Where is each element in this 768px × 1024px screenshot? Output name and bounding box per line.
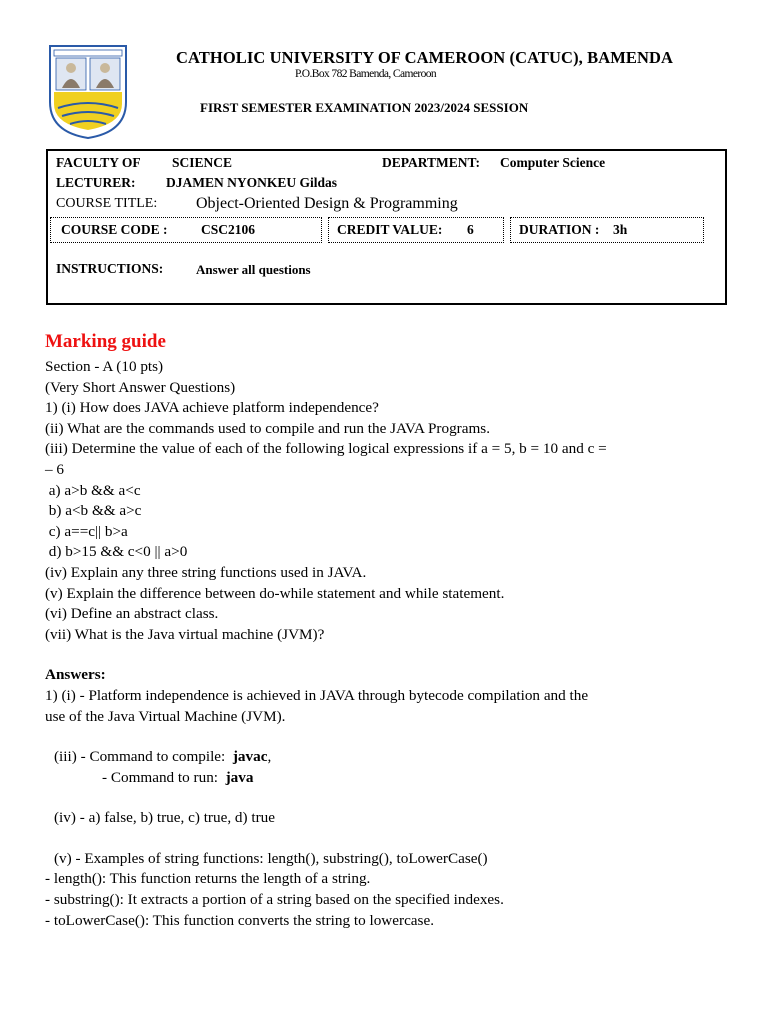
course-title-label: COURSE TITLE: xyxy=(56,196,158,211)
answer-v-prefix: (v) - xyxy=(54,849,85,867)
credit-value-box xyxy=(328,217,504,243)
question-1-ii: (ii) What are the commands used to compile and run the JAVA Programs. xyxy=(45,419,490,437)
lecturer-value: DJAMEN NYONKEU Gildas xyxy=(166,175,338,190)
answer-v-substring: - substring(): It extracts a portion of a string based on the specified indexes. xyxy=(45,891,504,909)
answer-iii-run-text: Command to run: xyxy=(110,768,226,786)
compile-command: javac xyxy=(232,748,268,766)
credit-value: 6 xyxy=(467,222,474,237)
answers-heading: Answers: xyxy=(45,666,106,684)
course-code-label: COURSE CODE : xyxy=(61,222,168,237)
answer-v-tolowercase: - toLowerCase(): This function converts the string to lowercase. xyxy=(45,911,435,929)
answer-iii-run xyxy=(45,768,735,789)
answer-1-i-text: Platform independence is achieved in JAVA through bytecode compilation and the xyxy=(88,686,589,704)
section-heading: Section - A (10 pts) xyxy=(45,358,164,375)
question-1-v: (v) Explain the difference between do-while statement and while statement. xyxy=(45,584,505,602)
answer-iii-prefix: (iii) - xyxy=(54,748,90,766)
question-1-vii: (vii) What is the Java virtual machine (JVM)? xyxy=(45,625,325,643)
marking-guide-heading: Marking guide xyxy=(45,331,166,352)
answer-iii-compile-text: Command to compile: xyxy=(89,748,233,766)
po-box-address: P.O.Box 782 Bamenda, Cameroon xyxy=(295,68,437,80)
answer-iv-text: a) false, b) true, c) true, d) true xyxy=(88,809,275,827)
answer-iv-prefix: (iv) - xyxy=(54,809,89,827)
exam-session-title: FIRST SEMESTER EXAMINATION 2023/2024 SESSION xyxy=(200,100,529,115)
instructions-label: INSTRUCTIONS: xyxy=(56,261,164,276)
answer-1-i-cont: use of the Java Virtual Machine (JVM). xyxy=(45,707,286,725)
answer-v-text: Examples of string functions: length(), substring(), toLowerCase() xyxy=(84,849,488,867)
course-code-value: CSC2106 xyxy=(201,222,256,237)
marking-guide-content xyxy=(45,330,735,931)
question-1-iv: (iv) Explain any three string functions used in JAVA. xyxy=(45,563,367,581)
answer-v-length: - length(): This function returns the length of a string. xyxy=(45,870,371,888)
course-title-value: Object-Oriented Design & Programming xyxy=(196,195,458,212)
credit-label: CREDIT VALUE: xyxy=(337,222,443,237)
faculty-label: FACULTY OF xyxy=(56,155,141,170)
answer-iii-run-dash: - xyxy=(102,768,111,786)
faculty-value: SCIENCE xyxy=(172,155,233,170)
university-title: CATHOLIC UNIVERSITY OF CAMEROON (CATUC), BAMENDA xyxy=(176,48,674,67)
question-1-i: 1) (i) How does JAVA achieve platform independence? xyxy=(45,399,379,417)
answer-iii-comma: , xyxy=(267,748,272,766)
answer-v xyxy=(45,849,735,870)
duration-value: 3h xyxy=(613,222,628,237)
duration-label: DURATION : xyxy=(519,222,600,237)
expression-d: d) b>15 && c<0 || a>0 xyxy=(45,543,188,561)
department-label: DEPARTMENT: xyxy=(382,155,481,170)
course-code-box xyxy=(50,217,322,243)
section-subheading: (Very Short Answer Questions) xyxy=(45,378,236,396)
expression-b: b) a<b && a>c xyxy=(45,502,142,520)
lecturer-label: LECTURER: xyxy=(56,175,136,190)
question-1-iii-cont: – 6 xyxy=(45,460,64,478)
question-1-iii: (iii) Determine the value of each of the following logical expressions if a = 5, b = 10 and c = xyxy=(45,440,607,458)
expression-a: a) a>b && a<c xyxy=(45,481,141,499)
question-1-vi: (vi) Define an abstract class. xyxy=(45,605,219,623)
university-crest-logo xyxy=(48,44,128,140)
run-command: java xyxy=(225,768,254,786)
instructions-value: Answer all questions xyxy=(196,262,311,277)
expression-c: c) a==c|| b>a xyxy=(45,522,128,540)
answer-1-i-prefix: 1) (i) - xyxy=(45,686,89,704)
course-info-box xyxy=(46,149,727,305)
duration-box xyxy=(510,217,704,243)
answer-iii-compile xyxy=(45,747,735,768)
answer-1-i xyxy=(45,686,735,707)
answer-iv xyxy=(45,808,735,829)
department-value: Computer Science xyxy=(500,155,606,170)
